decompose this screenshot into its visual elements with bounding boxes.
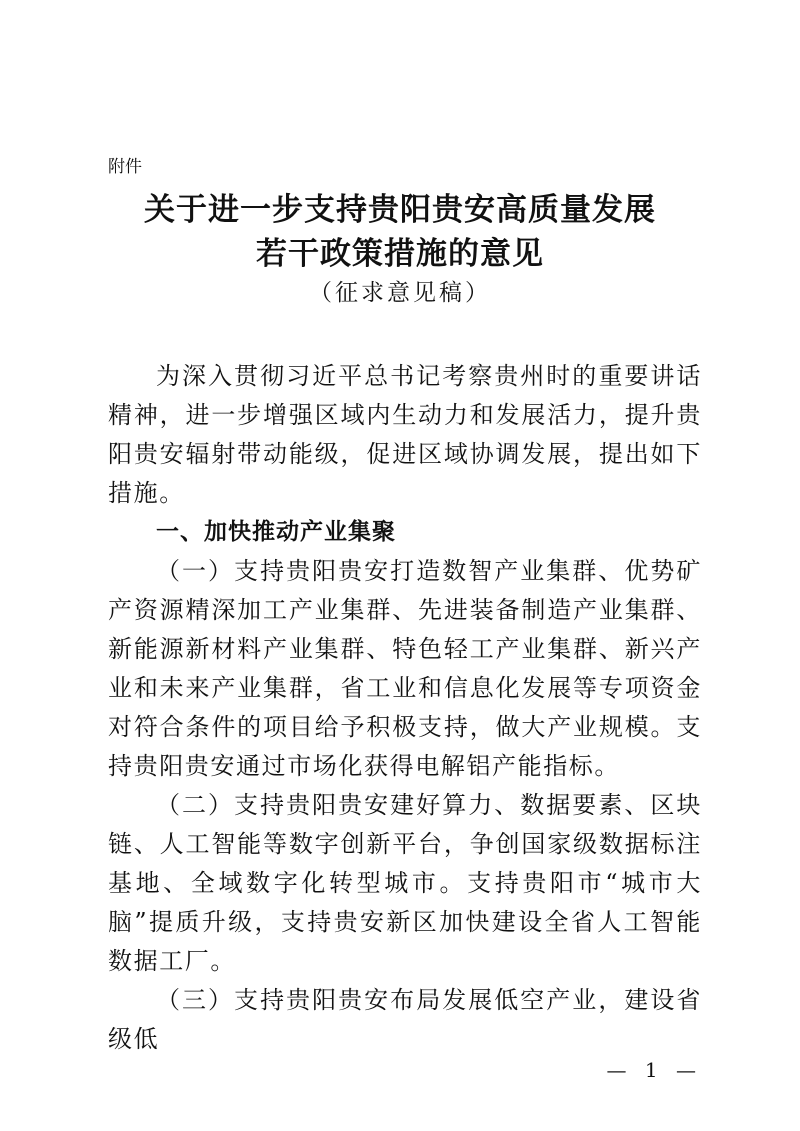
page-number: — 1 — [606, 1058, 702, 1082]
attachment-label: 附件 [108, 157, 142, 177]
document-title-line-2: 若干政策措施的意见 [256, 236, 544, 272]
intro-paragraph: 为深入贯彻习近平总书记考察贵州时的重要讲话精神，进一步增强区域内生动力和发展活力，提升贵阳贵安辐射带动能级，促进区域协调发展，提出如下措施。 [108, 362, 702, 507]
section-heading: 一、加快推动产业集聚 [156, 519, 396, 545]
policy-item-1: （一）支持贵阳贵安打造数智产业集群、优势矿产资源精深加工产业集群、先进装备制造产业集群、新能源新材料产业集群、特色轻工产业集群、新兴产业和未来产业集群，省工业和信息化发展等专项资金对符合条件的项目给予积极支持，做大产业规模。支持贵阳贵安通过市场化获得电解铝产能指标。 [108, 557, 702, 780]
document-title-line-1: 关于进一步支持贵阳贵安高质量发展 [144, 192, 656, 228]
document-body [108, 357, 702, 1059]
policy-item-3: （三）支持贵阳贵安布局发展低空产业，建设省级低 [108, 986, 702, 1053]
document-subtitle: （征求意见稿） [309, 280, 491, 306]
policy-item-2: （二）支持贵阳贵安建好算力、数据要素、区块链、人工智能等数字创新平台，争创国家级数据标注基地、全域数字化转型城市。支持贵阳市“城市大脑”提质升级，支持贵安新区加快建设全省人工智能数据工厂。 [108, 791, 702, 975]
